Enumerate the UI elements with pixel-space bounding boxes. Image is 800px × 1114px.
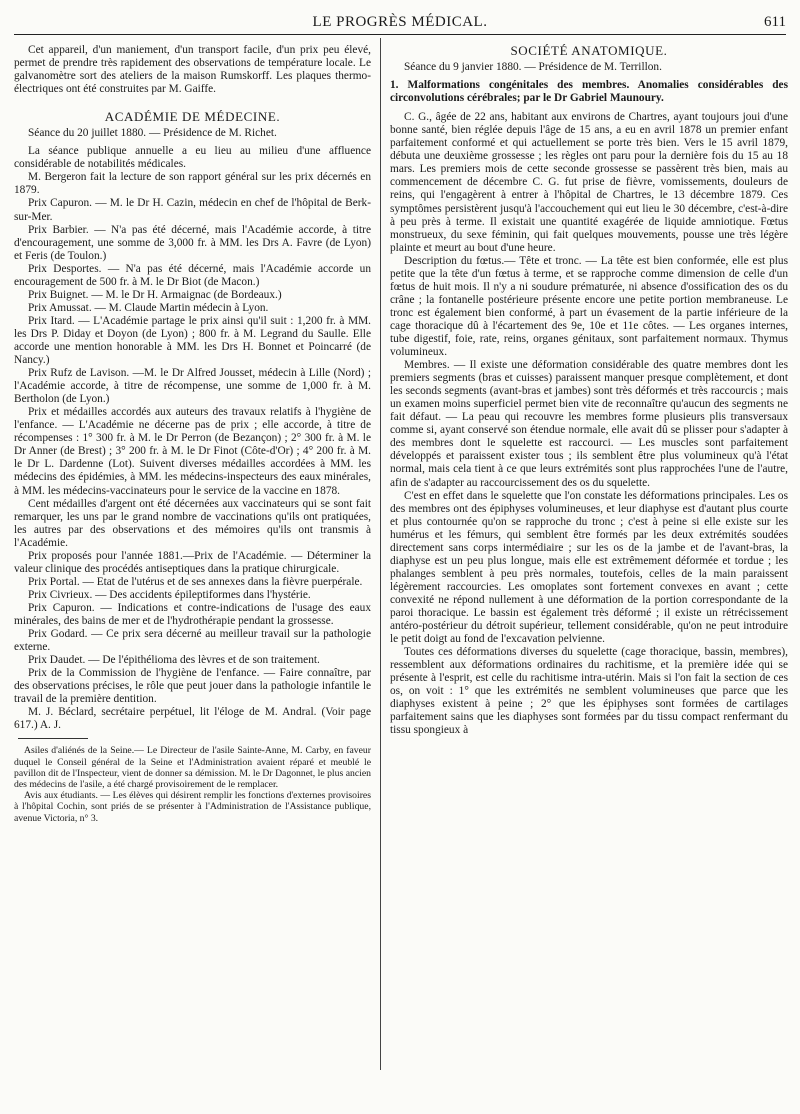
note-asiles: Asiles d'aliénés de la Seine.— Le Directeur de l'asile Sainte-Anne, M. Carby, en faveur duquel le Conseil général de la Seine et l'Administration avaient réparé et meublé le pavillon dit de l'Inspecteur, vient de donner sa démission. M. le Dr Dagonnet, le plus ancien des médecins de l'asile, a été chargé provisoirement de le remplacer. — [14, 745, 371, 790]
note-etudiants: Avis aux étudiants. — Les élèves qui désirent remplir les fonctions d'externes provisoires à l'hôpital Cochin, sont priés de se présenter à l'Administration de l'Assistance publique, avenue Victoria, n° 3. — [14, 790, 371, 824]
academie-paragraphs — [14, 145, 371, 732]
paragraph: Prix Capuron. — Indications et contre-indications de l'usage des eaux minérales, des bains de mer et de l'hydrothérapie pendant la grossesse. — [14, 601, 371, 627]
section-title-academie: ACADÉMIE DE MÉDECINE. — [104, 109, 281, 125]
news-notes — [14, 745, 371, 823]
paragraph: Prix proposés pour l'année 1881.—Prix de l'Académie. — Déterminer la valeur clinique des procédés antiseptiques dans la pratique chirurgicale. — [14, 549, 371, 575]
journal-title: LE PROGRÈS MÉDICAL. — [312, 14, 488, 30]
intro-paragraph: Cet appareil, d'un maniement, d'un transport facile, d'un prix peu élevé, permet de prendre très rapidement des observations de température locale. Le galvanomètre sort des ateliers de la maison Rumskorff. Les plaques thermo-électriques ont été construites par M. Gaiffe. — [14, 44, 371, 96]
paragraph: Prix Daudet. — De l'épithélioma des lèvres et de son traitement. — [28, 654, 320, 667]
paragraph: Prix Capuron. — M. le Dr H. Cazin, médecin en chef de l'hôpital de Berk-sur-Mer. — [14, 197, 371, 223]
session-line: Séance du 20 juillet 1880. — Présidence de M. Richet. — [28, 127, 277, 140]
paragraph: Description du fœtus.— Tête et tronc. — La tête est bien conformée, elle est plus petite que la tête d'un fœtus à terme, et se rapproche comme dimension de celle d'un fœtus de huit mois. Il n'y a ni soudure prématurée, ni absence d'ossification des os du crâne ; la fontanelle postérieure présente encore une petite portion membraneuse. Le tronc est également bien conformé, à part un évasement de la partie inférieure de la cage thoracique dû à l'écartement des 9e, 10e et 11e côtes. — Les organes internes, tube digestif, foie, rate, reins, organes génitaux, sont parfaitement normaux. Thymus volumineux. — [390, 254, 788, 359]
notes-rule — [18, 738, 88, 739]
paragraph: M. J. Béclard, secrétaire perpétuel, lit l'éloge de M. Andral. (Voir page 617.) A. J. — [14, 706, 371, 732]
paragraph: Prix de la Commission de l'hygiène de l'enfance. — Faire connaître, par des observations précises, le rôle que peut jouer dans la pathologie infantile le travail de la première dentition. — [14, 667, 371, 706]
session-line: Séance du 9 janvier 1880. — Présidence de M. Terrillon. — [404, 61, 662, 74]
paragraph: Toutes ces déformations diverses du squelette (cage thoracique, bassin, membres), ressemblent aux déformations ordinaires du rachitisme, et la première idée qui se présente à l'esprit, est celle du rachitisme intra-utérin. Mais si l'on fait la section de ces os, on voit : 1° que les extrémités ne semblent volumineuses que parce que les diaphyses existent à peine ; 2° que les épiphyses sont formées de cartilages parfaitement sains que les diaphyses sont formées par du tissu compact renfermant du tissu spongieux à — [390, 646, 788, 737]
paragraph: Prix Civrieux. — Des accidents épileptiformes dans l'hystérie. — [28, 588, 311, 601]
paragraph: C. G., âgée de 22 ans, habitant aux environs de Chartres, ayant toujours joui d'une bonne santé, bien réglée depuis l'âge de 15 ans, a eu en avril 1878 un premier enfant parfaitement conformé et qui actuellement se porte très bien. Vers le 15 avril 1879, débuta une deuxième grossesse ; les règles ont paru pour la dernière fois du 15 au 18 mars. Les premiers mois de cette seconde grossesse se passèrent très bien, mais au commencement de décembre C. G. fut prise de fièvre, vomissements, douleurs de reins, qui l'engagèrent à entrer à l'hôpital de Chartres, le 13 décembre 1879. Ces symptômes persistèrent jusqu'à l'accouchement qui eut lieu le 30 décembre, c'est-à-dire à peu près à terme. Il existait une quantité exagérée de liquide amniotique. Fœtus monstrueux, du sexe féminin, qui fait quelques mouvements, pousse une très légère plainte et meurt au bout d'une heure. — [390, 111, 788, 254]
paragraph: M. Bergeron fait la lecture de son rapport général sur les prix décernés en 1879. — [14, 171, 371, 197]
section-title-societe: SOCIÉTÉ ANATOMIQUE. — [510, 43, 668, 58]
right-column — [390, 44, 788, 737]
column-divider — [380, 38, 381, 1070]
left-column — [14, 44, 371, 824]
paragraph: La séance publique annuelle a eu lieu au milieu d'une affluence considérable de notabilités médicales. — [14, 145, 371, 171]
paragraph: Prix Barbier. — N'a pas été décerné, mais l'Académie accorde, à titre d'encouragement, une somme de 3,000 fr. à MM. les Drs A. Favre (de Lyon) et Feris (de Toulon.) — [14, 223, 371, 262]
paragraph: Prix et médailles accordés aux auteurs des travaux relatifs à l'hygiène de l'enfance. — L'Académie ne décerne pas de prix ; elle accorde, à titre de récompenses : 1° 300 fr. à M. le Dr Perron (de Bezançon) ; 2° 300 fr. à M. le Dr Anner (de Brest) ; 3° 200 fr. à M. le Dr Finot (Côte-d'Or) ; 4° 200 fr. à M. le Dr L. Dardenne (Lot). Suivent diverses médailles accordées à MM. les médecins des épidémies, à MM. les médecins-inspecteurs des eaux minérales, à MM. les médecins-vaccinateurs pour le service de la vaccine en 1878. — [14, 406, 371, 497]
paragraph: Cent médailles d'argent ont été décernées aux vaccinateurs qui se sont fait remarquer, les uns par le grand nombre de vaccinations qu'ils ont pratiquées, les autres par des observations et des mémoires qu'ils ont transmis à l'Académie. — [14, 497, 371, 549]
paragraph: Prix Buignet. — M. le Dr H. Armaignac (de Bordeaux.) — [28, 288, 282, 301]
paragraph: Prix Portal. — Etat de l'utérus et de ses annexes dans la fièvre puerpérale. — [28, 575, 363, 588]
paragraph: Prix Amussat. — M. Claude Martin médecin à Lyon. — [28, 301, 269, 314]
paragraph: Prix Itard. — L'Académie partage le prix ainsi qu'il suit : 1,200 fr. à MM. les Drs P. Diday et Doyon (de Lyon) ; 800 fr. à M. Legrand du Saulle. Elle accorde une mention honorable à MM. les Drs H. Bonnet et Poincarré (de Nancy.) — [14, 314, 371, 367]
paragraph: Membres. — Il existe une déformation considérable des quatre membres dont les premiers segments (bras et cuisses) paraissent manquer presque complètement, et dont les seconds segments (avant-bras et jambes) sont très déformés et très raccourcis ; mais un examen moins superficiel permet bien vite de reconnaître qu'aucun des segments ne fait défaut. — La peau qui recouvre les membres forme plusieurs plis transversaux comme si, ayant conservé son étendue normale, elle avait dû se plisser pour s'adapter à des membres dont le squelette est raccourci. — Les muscles sont parfaitement développés et paraissent exister tous ; ils semblent être plus volumineux qu'à l'état normal, mais cela tient à ce que leurs extrémités sont plus rapprochées l'une de l'autre, afin de s'adapter au raccourcissement des os du squelette. — [390, 359, 788, 489]
paragraph: C'est en effet dans le squelette que l'on constate les déformations principales. Les os des membres ont des épiphyses volumineuses, et leur diaphyse est d'autant plus courte et plus contournée qu'on se rapproche du tronc ; c'est à peine si elle existe sur les humérus et les fémurs, qui semblent être formés par les deux extrémités soudées directement sans corps intermédiaire ; sur les os de la jambe et de l'avant-bras, la diaphyse est un peu plus longue, mais elle est extrêmement déformée et tordue ; les phalanges semblent à peu près normales, toutefois, celles de la main paraissent légèrement raccourcies. Les omoplates sont fortement convexes en avant ; cette convexité ne répond nullement à une déformation de la portion correspondante de la paroi thoracique. Le bassin est également très déformé ; il existe un rétrécissement antéro-postérieur du détroit supérieur, tellement considérable, qu'on ne peut introduire le petit doigt au fond de l'excavation pelvienne. — [390, 489, 788, 646]
paragraph: Prix Rufz de Lavison. —M. le Dr Alfred Jousset, médecin à Lille (Nord) ; l'Académie accorde, à titre de récompense, une somme de 1,000 fr. à M. Bertholon (de Lyon.) — [14, 367, 371, 406]
paragraph: Prix Godard. — Ce prix sera décerné au meilleur travail sur la pathologie externe. — [14, 628, 371, 654]
article-heading: 1. Malformations congénitales des membres. Anomalies considérables des circonvolutions cérébrales; par le Dr Gabriel Maunoury. — [390, 79, 788, 105]
page-number: 611 — [764, 14, 786, 30]
running-head — [14, 8, 786, 35]
paragraph: Prix Desportes. — N'a pas été décerné, mais l'Académie accorde un encouragement de 500 fr. à M. le Dr Biot (de Macon.) — [14, 262, 371, 288]
